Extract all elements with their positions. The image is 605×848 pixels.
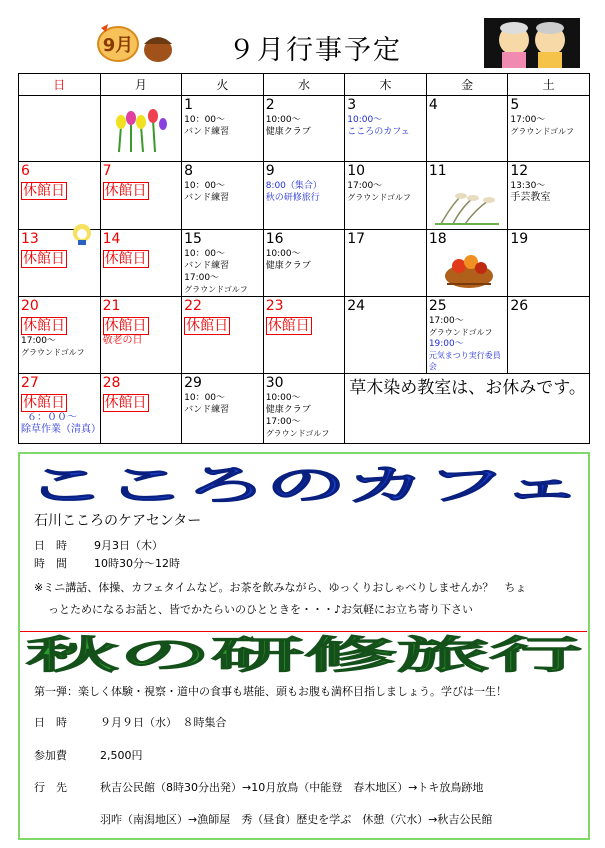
day-number: 24 [347, 298, 366, 314]
event-time: 17:00～ [510, 115, 546, 125]
event-time: 13:30～ [510, 181, 546, 191]
weekday-thu: 木 [345, 74, 427, 96]
closed-day-badge: 休館日 [186, 318, 229, 334]
day-number: 22 [184, 298, 202, 314]
day-number: 25 [428, 298, 447, 314]
day-cell-26 [508, 297, 590, 374]
day-cell-19 [508, 230, 590, 297]
cafe-date-label: 日 時 [34, 539, 67, 552]
cafe-title-text: こころのカフェ [26, 461, 582, 510]
event-study-trip: 秋の研修旅行 [265, 193, 320, 203]
cafe-description-line1: ※ミニ講話、体操、カフェタイムなど。お茶を飲みながら、ゆっくりおしゃべりしませんか？ ちょ [34, 581, 527, 594]
day-cell-21 [100, 297, 182, 374]
trip-fee-label: 参加費 [34, 749, 67, 762]
day-number: 23 [265, 298, 284, 314]
day-cell-empty [100, 96, 182, 162]
trip-wordart-title [24, 634, 586, 674]
closed-day-badge: 休館日 [23, 183, 65, 199]
elderly-couple-icon [484, 18, 580, 68]
trip-destination-line2: 羽咋（南潟地区）→漁師屋 秀（昼食）歴史を学ぶ 休憩（穴水）→秋吉公民館 [100, 813, 493, 826]
page-title: ９月行事予定 [228, 35, 402, 66]
trip-date-value: ９月９日（水） ８時集合 [100, 716, 227, 729]
day-cell-5 [508, 96, 590, 162]
day-number: 16 [265, 231, 284, 247]
event-ground-golf: グラウンドゴルフ [265, 429, 330, 438]
event-respect-for-aged-day: 敬老の日 [102, 335, 143, 346]
weekday-sat: 土 [508, 74, 590, 96]
events-info-box [18, 452, 590, 840]
week-row-4 [19, 297, 590, 374]
day-cell-15 [182, 230, 264, 297]
event-weeding: 除草作業（清真） [21, 424, 101, 435]
day-number: 27 [21, 375, 39, 391]
day-number: 15 [184, 231, 202, 247]
event-time: 17:00～ [347, 181, 383, 191]
day-number: 29 [184, 375, 202, 391]
day-cell-22 [182, 297, 264, 374]
day-cell-empty [19, 96, 101, 162]
day-cell-8 [182, 162, 264, 230]
trip-destination-label: 行 先 [34, 781, 67, 794]
notice-cell [345, 374, 590, 444]
day-number: 11 [428, 163, 447, 179]
closed-day-badge: 休館日 [23, 395, 65, 411]
day-number: 30 [265, 375, 284, 391]
day-number: 9 [265, 163, 275, 179]
day-cell-18 [426, 230, 508, 297]
day-number: 28 [102, 375, 121, 391]
week-row-5 [19, 374, 590, 444]
day-number: 20 [21, 298, 39, 314]
event-time: 10:00～ [265, 115, 301, 125]
tulips-icon [111, 106, 169, 154]
day-cell-10 [345, 162, 427, 230]
event-ground-golf: グラウンドゴルフ [347, 193, 411, 202]
closed-day-badge: 休館日 [267, 318, 310, 334]
cafe-time-value: 10時30分～12時 [94, 557, 180, 570]
week-row-2 [19, 162, 590, 230]
moon-rabbit-icon [71, 222, 93, 246]
cafe-time-label: 時 間 [34, 557, 67, 570]
day-cell-7 [100, 162, 182, 230]
event-time: 10:00～ [265, 393, 301, 403]
day-cell-27 [19, 374, 101, 444]
event-time: 17:00～ [265, 417, 301, 427]
weekday-sun: 日 [19, 74, 101, 96]
event-time: 10：00～ [184, 393, 226, 403]
closed-day-badge: 休館日 [23, 318, 65, 334]
event-time: 19:00～ [428, 339, 464, 349]
day-number: 12 [510, 163, 529, 179]
dyeing-class-notice: 草木染め教室は、お休みです。 [349, 378, 586, 398]
event-band-practice: バンド練習 [184, 193, 230, 203]
event-time: 17:00～ [428, 316, 464, 326]
september-logo-icon [96, 20, 186, 66]
weekday-mon: 月 [100, 74, 182, 96]
trip-title-text: 秋の研修旅行 [26, 634, 582, 674]
day-cell-17 [345, 230, 427, 297]
day-cell-16 [263, 230, 345, 297]
day-cell-12 [508, 162, 590, 230]
susuki-grass-icon [435, 186, 499, 226]
day-number: 3 [347, 97, 357, 113]
day-cell-23 [263, 297, 345, 374]
event-ground-golf: グラウンドゴルフ [510, 127, 575, 136]
trip-destination-line1: 秋吉公民館（8時30分出発）→10月放鳥（中能登 春木地区）→トキ放鳥跡地 [100, 781, 484, 794]
day-cell-24 [345, 297, 427, 374]
event-ground-golf: グラウンドゴルフ [184, 285, 248, 294]
event-time: 10：00～ [184, 181, 226, 191]
event-health-club: 健康クラブ [265, 405, 311, 415]
event-kokoro-cafe: こころのカフェ [347, 127, 410, 137]
event-time: 17:00～ [184, 273, 220, 283]
closed-day-badge: 休館日 [104, 318, 147, 334]
event-craft-class: 手芸教室 [510, 192, 551, 203]
day-cell-11 [426, 162, 508, 230]
day-cell-4 [426, 96, 508, 162]
day-cell-13 [19, 230, 101, 297]
closed-day-badge: 休館日 [104, 395, 147, 411]
day-number: 4 [428, 97, 438, 113]
week-row-1 [19, 96, 590, 162]
event-time: 8:00（集合） [265, 181, 322, 191]
day-cell-25 [426, 297, 508, 374]
event-band-practice: バンド練習 [184, 127, 230, 137]
event-band-practice: バンド練習 [184, 405, 230, 415]
day-cell-3 [345, 96, 427, 162]
closed-day-badge: 休館日 [23, 251, 65, 267]
section-divider [20, 631, 587, 632]
closed-day-badge: 休館日 [104, 251, 147, 267]
day-number: 1 [184, 97, 194, 113]
day-number: 17 [347, 231, 366, 247]
cafe-description-line2: っとためになるお話と、皆でかたらいのひとときを・・・♪お気軽にお立ち寄り下さい [48, 603, 474, 616]
event-time: ６：００～ [27, 412, 77, 423]
event-time: 10:00～ [265, 249, 301, 259]
day-cell-6 [19, 162, 101, 230]
day-number: 18 [428, 231, 447, 247]
day-number: 8 [184, 163, 194, 179]
day-number: 6 [21, 163, 30, 179]
weekday-fri: 金 [426, 74, 508, 96]
weekday-tue: 火 [182, 74, 264, 96]
header [0, 0, 605, 72]
day-number: 13 [21, 231, 39, 247]
event-ground-golf: グラウンドゴルフ [21, 348, 85, 357]
trip-fee-value: 2,500円 [100, 749, 143, 762]
day-number: 5 [510, 97, 520, 113]
trip-date-label: 日 時 [34, 716, 67, 729]
closed-day-badge: 休館日 [104, 183, 147, 199]
day-cell-20 [19, 297, 101, 374]
weekday-wed: 水 [263, 74, 345, 96]
day-number: 26 [510, 298, 529, 314]
weekday-header-row [19, 74, 590, 96]
event-ground-golf: グラウンドゴルフ [428, 328, 493, 337]
event-band-practice: バンド練習 [184, 261, 230, 271]
logo-9-text: 9月 [102, 35, 134, 56]
day-cell-2 [263, 96, 345, 162]
day-number: 14 [102, 231, 121, 247]
calendar-table [18, 73, 590, 444]
cafe-date-value: 9月3日（木） [94, 539, 163, 552]
trip-intro: 第一弾：楽しく体験・視察・道中の食事も堪能、頭もお腹も満杯目指しましょう。学びは一生！ [34, 685, 507, 698]
event-time: 10：00～ [184, 115, 226, 125]
event-health-club: 健康クラブ [265, 127, 311, 137]
day-number: 2 [265, 97, 275, 113]
day-number: 10 [347, 163, 366, 179]
cafe-organizer: 石川こころのケアセンター [34, 513, 202, 529]
day-cell-30 [263, 374, 345, 444]
day-cell-9 [263, 162, 345, 230]
day-cell-29 [182, 374, 264, 444]
autumn-harvest-basket-icon [441, 248, 497, 290]
cafe-wordart-title [24, 458, 586, 516]
event-time: 10：00～ [184, 249, 226, 259]
event-time: 10:00～ [347, 115, 383, 125]
event-festival-committee: 元気まつり実行委員会 [428, 351, 501, 371]
day-cell-14 [100, 230, 182, 297]
event-health-club: 健康クラブ [265, 261, 311, 271]
day-number: 21 [102, 298, 121, 314]
day-cell-28 [100, 374, 182, 444]
event-time: 17:00～ [21, 336, 56, 346]
day-cell-1 [182, 96, 264, 162]
week-row-3 [19, 230, 590, 297]
day-number: 7 [102, 163, 112, 179]
day-number: 19 [510, 231, 529, 247]
